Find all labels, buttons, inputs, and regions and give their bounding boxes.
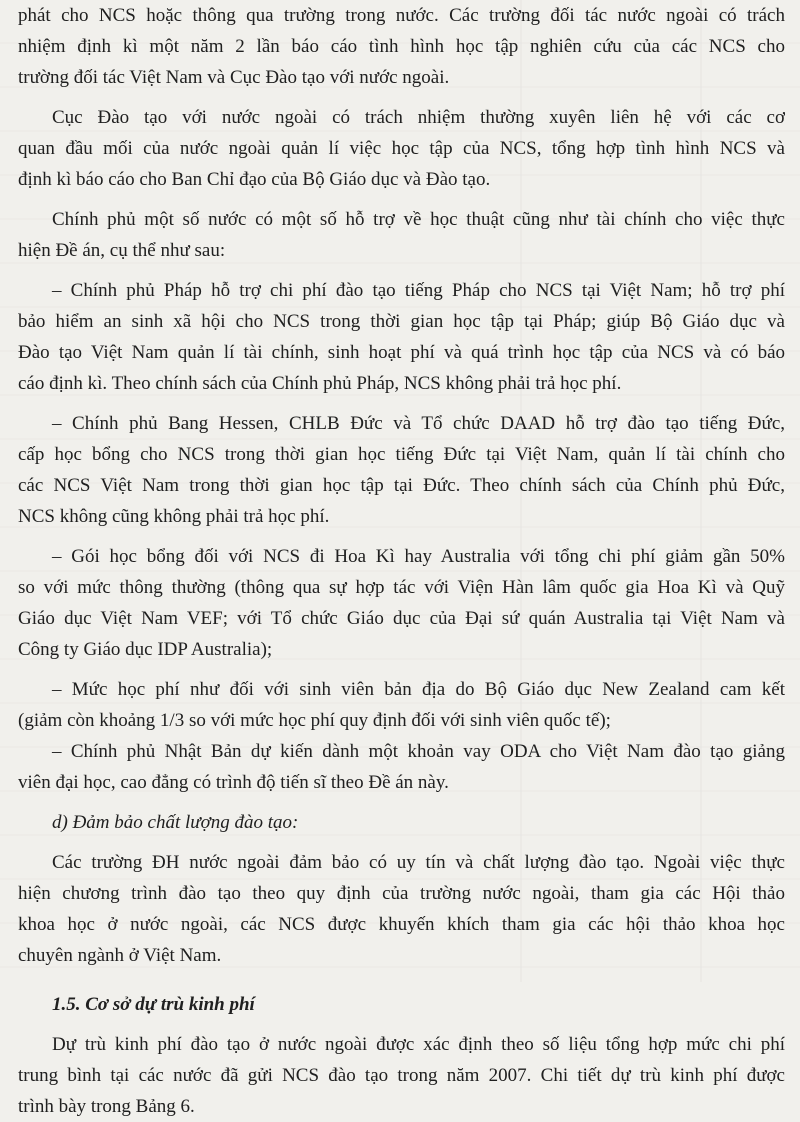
- paragraph-gap: [18, 798, 786, 807]
- text-line: phát cho NCS hoặc thông qua trường trong nước. Các trường đối tác nước ngoài có trách: [18, 5, 785, 26]
- text-line: – Chính phủ Bang Hessen, CHLB Đức và Tổ chức DAAD hỗ trợ đào tạo tiếng Đức,: [52, 413, 785, 434]
- text-line: định kì báo cáo cho Ban Chỉ đạo của Bộ Giáo dục và Đào tạo.: [18, 169, 491, 190]
- text-line: – Chính phủ Nhật Bản dự kiến dành một khoản vay ODA cho Việt Nam đào tạo giảng: [52, 741, 785, 762]
- text-line: cấp học bổng cho NCS trong thời gian học tiếng Đức tại Việt Nam, quản lí tài chính cho: [18, 444, 785, 465]
- text-line: Đào tạo Việt Nam quản lí tài chính, sinh hoạt phí và quá trình học tập của NCS và có báo: [18, 342, 785, 363]
- text-line: viên đại học, cao đẳng có trình độ tiến sĩ theo Đề án này.: [18, 772, 449, 793]
- text-line: các NCS Việt Nam trong thời gian học tập tại Đức. Theo chính sách của Chính phủ Đức,: [18, 475, 785, 496]
- text-line: trung bình tại các nước đã gửi NCS đào tạo trong năm 2007. Chi tiết dự trù kinh phí được: [18, 1065, 785, 1086]
- section-heading: 1.5. Cơ sở dự trù kinh phí: [52, 994, 255, 1015]
- text-line: Chính phủ một số nước có một số hỗ trợ về học thuật cũng như tài chính cho việc thực: [52, 209, 785, 230]
- text-line: – Chính phủ Pháp hỗ trợ chi phí đào tạo tiếng Pháp cho NCS tại Việt Nam; hỗ trợ phí: [52, 280, 785, 301]
- text-line: Công ty Giáo dục IDP Australia);: [18, 639, 273, 660]
- text-line: NCS không cũng không phải trả học phí.: [18, 506, 330, 527]
- text-line: Các trường ĐH nước ngoài đảm bảo có uy tín và chất lượng đào tạo. Ngoài việc thực: [52, 852, 785, 873]
- text-line: trình bày trong Bảng 6.: [18, 1096, 195, 1117]
- paragraph-gap: [18, 838, 786, 847]
- text-line: – Mức học phí như đối với sinh viên bản địa do Bộ Giáo dục New Zealand cam kết: [52, 679, 785, 700]
- paragraph-gap: [18, 93, 786, 102]
- text-line: bảo hiểm an sinh xã hội cho NCS trong thời gian học tập tại Pháp; giúp Bộ Giáo dục và: [18, 311, 785, 332]
- text-line: nhiệm định kì một năm 2 lần báo cáo tình hình học tập nghiên cứu của các NCS cho: [18, 36, 785, 57]
- paragraph-gap: [18, 980, 786, 989]
- paragraph-gap: [18, 195, 786, 204]
- paragraph-gap: [18, 399, 786, 408]
- text-line: khoa học ở nước ngoài, các NCS được khuyến khích tham gia các hội thảo khoa học: [18, 914, 785, 935]
- paragraph-gap: [18, 971, 786, 980]
- text-line: Giáo dục Việt Nam VEF; với Tổ chức Giáo dục của Đại sứ quán Australia tại Việt Nam và: [18, 608, 785, 629]
- text-line: (giảm còn khoảng 1/3 so với mức học phí quy định đối với sinh viên quốc tế);: [18, 710, 611, 731]
- text-line: trường đối tác Việt Nam và Cục Đào tạo với nước ngoài.: [18, 67, 450, 88]
- paragraph-gap: [18, 532, 786, 541]
- text-line: cáo định kì. Theo chính sách của Chính phủ Pháp, NCS không phải trả học phí.: [18, 373, 622, 394]
- text-line: hiện Đề án, cụ thể như sau:: [18, 240, 226, 261]
- paragraph-gap: [18, 665, 786, 674]
- paragraph-gap: [18, 1020, 786, 1029]
- text-line: hiện chương trình đào tạo theo quy định của trường nước ngoài, tham gia các Hội thảo: [18, 883, 785, 904]
- text-line: Dự trù kinh phí đào tạo ở nước ngoài được xác định theo số liệu tổng hợp mức chi phí: [52, 1034, 785, 1055]
- text-line: – Gói học bổng đối với NCS đi Hoa Kì hay Australia với tổng chi phí giảm gần 50%: [52, 546, 785, 567]
- text-line: chuyên ngành ở Việt Nam.: [18, 945, 222, 966]
- section-heading: d) Đảm bảo chất lượng đào tạo:: [52, 812, 299, 833]
- text-line: quan đầu mối của nước ngoài quản lí việc học tập của NCS, tổng hợp tình hình NCS và: [18, 138, 785, 159]
- text-line: Cục Đào tạo với nước ngoài có trách nhiệm thường xuyên liên hệ với các cơ: [52, 107, 785, 128]
- paragraph-gap: [18, 266, 786, 275]
- text-line: so với mức thông thường (thông qua sự hợp tác với Viện Hàn lâm quốc gia Hoa Kì và Quỹ: [18, 577, 785, 598]
